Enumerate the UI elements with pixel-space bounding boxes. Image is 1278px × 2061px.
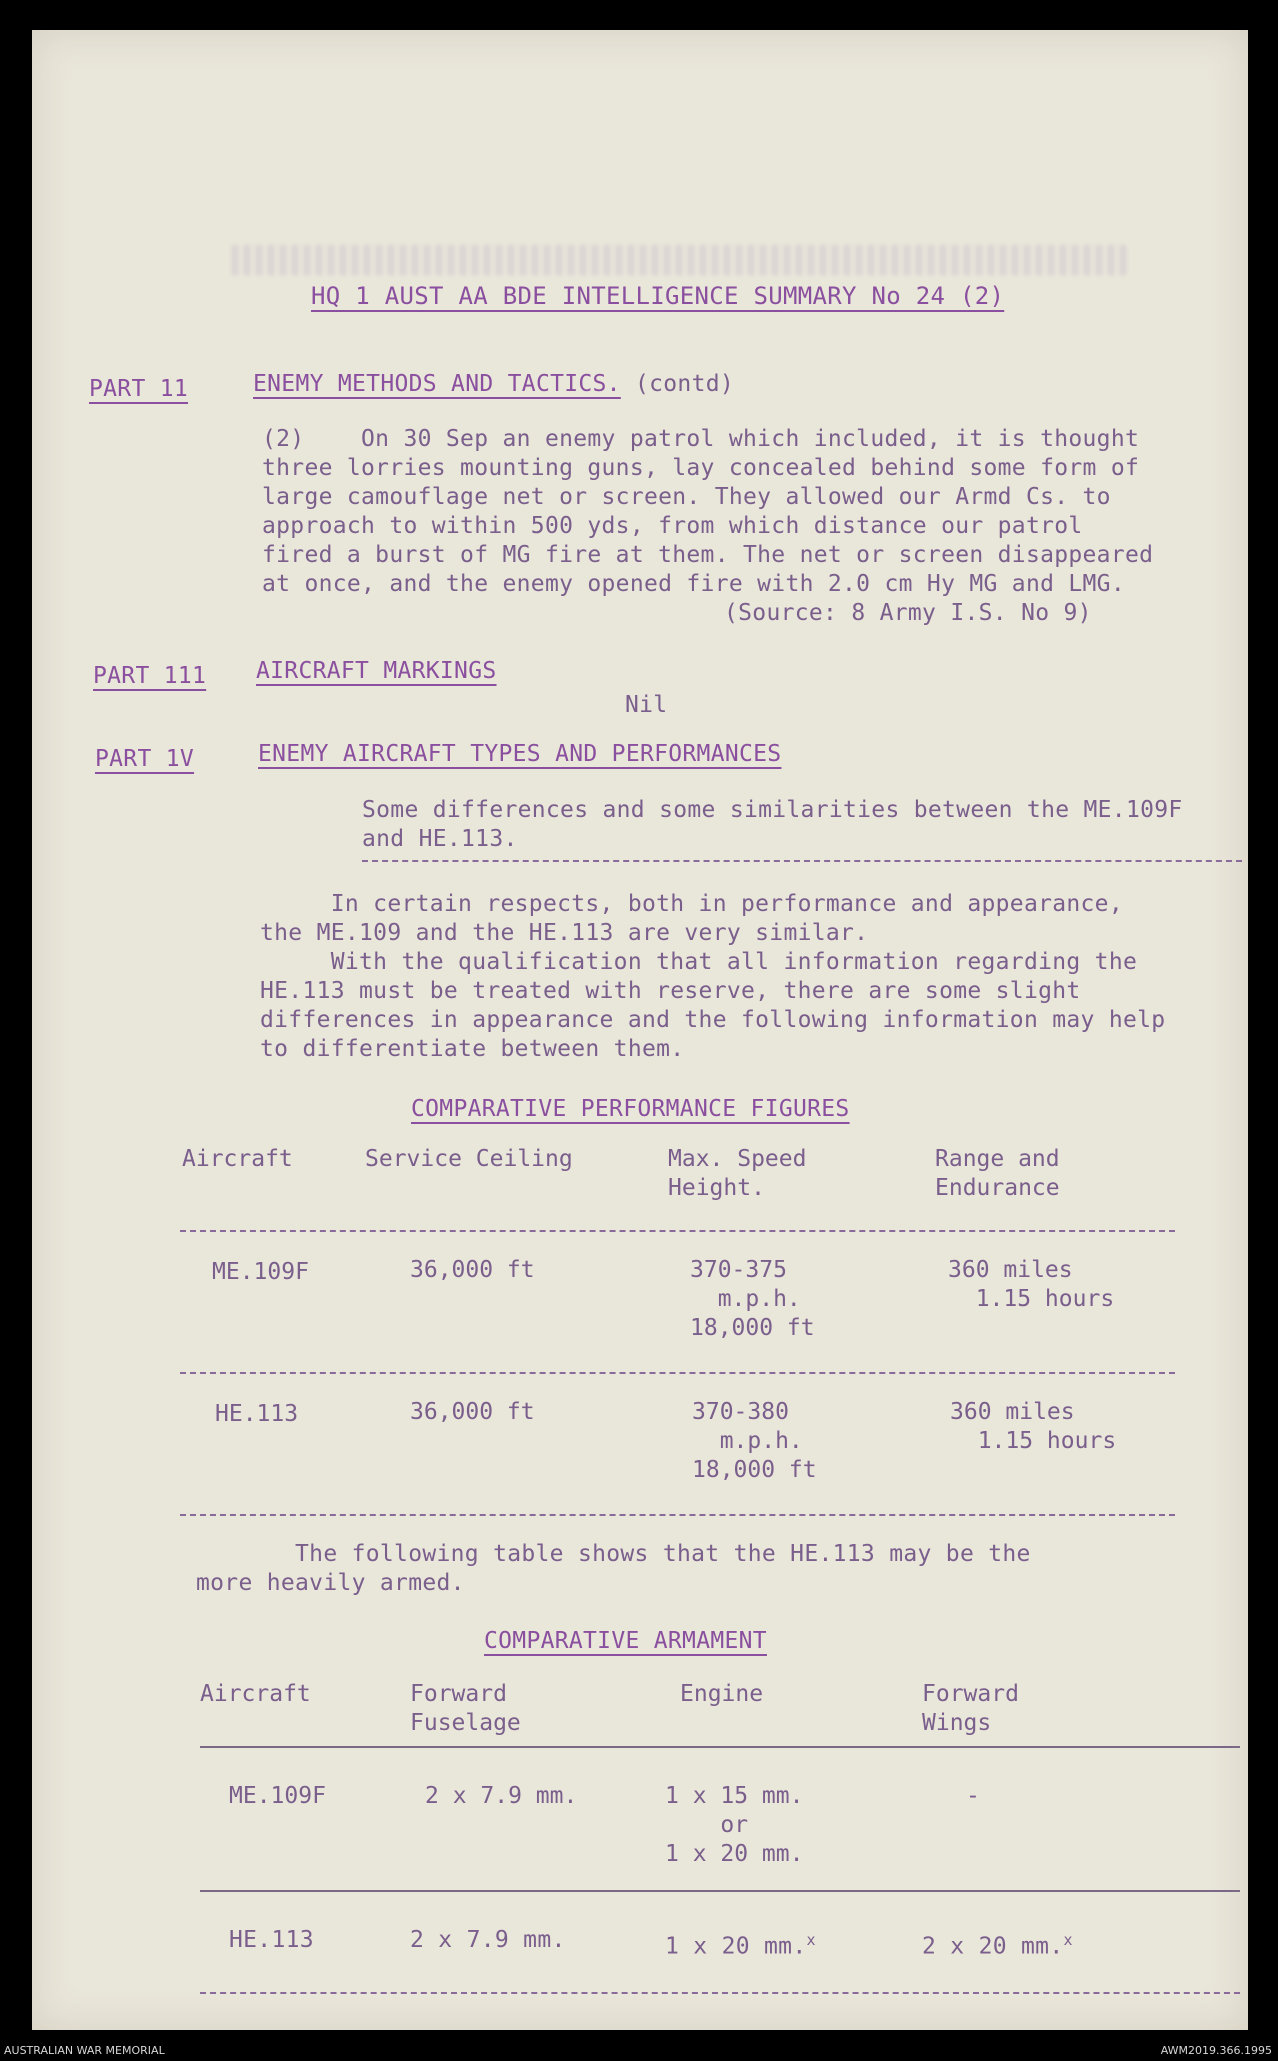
arm-row2-wings-cell bbox=[922, 1926, 1073, 1962]
part4-para2-line-4: to differentiate between them. bbox=[260, 1036, 685, 1062]
arm-row2-wings-mark: x bbox=[1063, 1931, 1073, 1949]
arm-row2-engine-mark: x bbox=[806, 1931, 816, 1949]
part2-label: PART 11 bbox=[89, 376, 189, 402]
part4-para2-line-1: With the qualification that all information regarding the bbox=[260, 949, 1138, 975]
perf-row2-range: 360 miles 1.15 hours bbox=[950, 1399, 1117, 1454]
part2-para-line-6: at once, and the enemy opened fire with 2.0 cm Hy MG and LMG. bbox=[262, 571, 1125, 597]
perf-rule-2 bbox=[180, 1372, 1175, 1374]
arm-header-wings: Forward Wings bbox=[922, 1681, 1019, 1736]
part4-para1-line-1: In certain respects, both in performance and appearance, bbox=[260, 891, 1123, 917]
armament-intro-line-1: The following table shows that the HE.113 may be the bbox=[196, 1541, 1031, 1567]
arm-header-aircraft: Aircraft bbox=[200, 1681, 311, 1707]
part2-para-line-1: (2) On 30 Sep an enemy patrol which included, it is thought bbox=[262, 426, 1140, 452]
armament-title: COMPARATIVE ARMAMENT bbox=[484, 1628, 767, 1654]
arm-rule-2 bbox=[200, 1890, 1240, 1892]
part4-para2-line-2: HE.113 must be treated with reserve, there are some slight bbox=[260, 978, 1081, 1004]
part2-para-line-4: approach to within 500 yds, from which distance our patrol bbox=[262, 513, 1083, 539]
part3-value: Nil bbox=[625, 692, 668, 718]
perf-rule-3 bbox=[180, 1514, 1175, 1516]
part2-heading-line bbox=[253, 370, 734, 399]
arm-row2-fuselage: 2 x 7.9 mm. bbox=[410, 1927, 566, 1953]
part2-heading: ENEMY METHODS AND TACTICS. bbox=[253, 371, 621, 397]
part4-sub-underline bbox=[362, 860, 1242, 862]
part3-label: PART 111 bbox=[93, 663, 207, 689]
arm-row2-wings: 2 x 20 mm. bbox=[922, 1933, 1064, 1960]
arm-row2-engine-cell bbox=[665, 1926, 816, 1962]
arm-row2-engine: 1 x 20 mm. bbox=[665, 1933, 807, 1960]
part4-heading: ENEMY AIRCRAFT TYPES AND PERFORMANCES bbox=[258, 741, 782, 767]
part4-sub-line-2: and HE.113. bbox=[362, 826, 518, 852]
part2-contd: (contd) bbox=[634, 371, 735, 397]
arm-row1-engine: 1 x 15 mm. or 1 x 20 mm. bbox=[665, 1783, 804, 1867]
arm-row1-wings: - bbox=[966, 1783, 980, 1809]
arm-header-fuselage: Forward Fuselage bbox=[410, 1681, 521, 1736]
footer-right: AWM2019.366.1995 bbox=[1160, 2044, 1272, 2057]
perf-row1-aircraft: ME.109F bbox=[212, 1259, 309, 1285]
part4-para1-line-2: the ME.109 and the HE.113 are very similar. bbox=[260, 920, 869, 946]
perf-row2-aircraft: HE.113 bbox=[215, 1401, 299, 1427]
arm-header-engine: Engine bbox=[680, 1681, 764, 1707]
perf-header-ceiling: Service Ceiling bbox=[365, 1146, 573, 1172]
arm-row1-aircraft: ME.109F bbox=[229, 1783, 326, 1809]
footer-left: AUSTRALIAN WAR MEMORIAL bbox=[4, 2044, 165, 2057]
part2-para-line-2: three lorries mounting guns, lay concealed behind some form of bbox=[262, 455, 1140, 481]
part2-para-line-3: large camouflage net or screen. They allowed our Armd Cs. to bbox=[262, 484, 1111, 510]
performance-title: COMPARATIVE PERFORMANCE FIGURES bbox=[411, 1096, 850, 1122]
arm-row2-aircraft: HE.113 bbox=[229, 1927, 314, 1953]
part4-sub-line-1: Some differences and some similarities between the ME.109F bbox=[362, 797, 1183, 823]
perf-rule-1 bbox=[180, 1230, 1175, 1232]
page-title: HQ 1 AUST AA BDE INTELLIGENCE SUMMARY No 24 (2) bbox=[311, 282, 1005, 310]
part2-source: (Source: 8 Army I.S. No 9) bbox=[724, 600, 1092, 626]
perf-header-range: Range and Endurance bbox=[935, 1146, 1060, 1201]
part4-label: PART 1V bbox=[95, 746, 195, 772]
perf-row2-ceiling: 36,000 ft bbox=[410, 1399, 535, 1425]
perf-row1-ceiling: 36,000 ft bbox=[410, 1257, 535, 1283]
armament-intro-line-2: more heavily armed. bbox=[196, 1570, 465, 1596]
arm-row1-fuselage: 2 x 7.9 mm. bbox=[425, 1783, 578, 1809]
faint-stamp-mark bbox=[232, 245, 1132, 275]
arm-rule-1 bbox=[200, 1746, 1240, 1748]
perf-header-aircraft: Aircraft bbox=[182, 1146, 293, 1172]
part3-heading: AIRCRAFT MARKINGS bbox=[256, 658, 497, 684]
perf-row1-speed: 370-375 m.p.h. 18,000 ft bbox=[690, 1257, 815, 1341]
perf-row2-speed: 370-380 m.p.h. 18,000 ft bbox=[692, 1399, 817, 1483]
perf-header-speed: Max. Speed Height. bbox=[668, 1146, 807, 1201]
arm-rule-3 bbox=[200, 1992, 1240, 1994]
perf-row1-range: 360 miles 1.15 hours bbox=[948, 1257, 1115, 1312]
part2-para-line-5: fired a burst of MG fire at them. The net or screen disappeared bbox=[262, 542, 1154, 568]
part4-para2-line-3: differences in appearance and the following information may help bbox=[260, 1007, 1166, 1033]
document-page bbox=[32, 30, 1248, 2030]
